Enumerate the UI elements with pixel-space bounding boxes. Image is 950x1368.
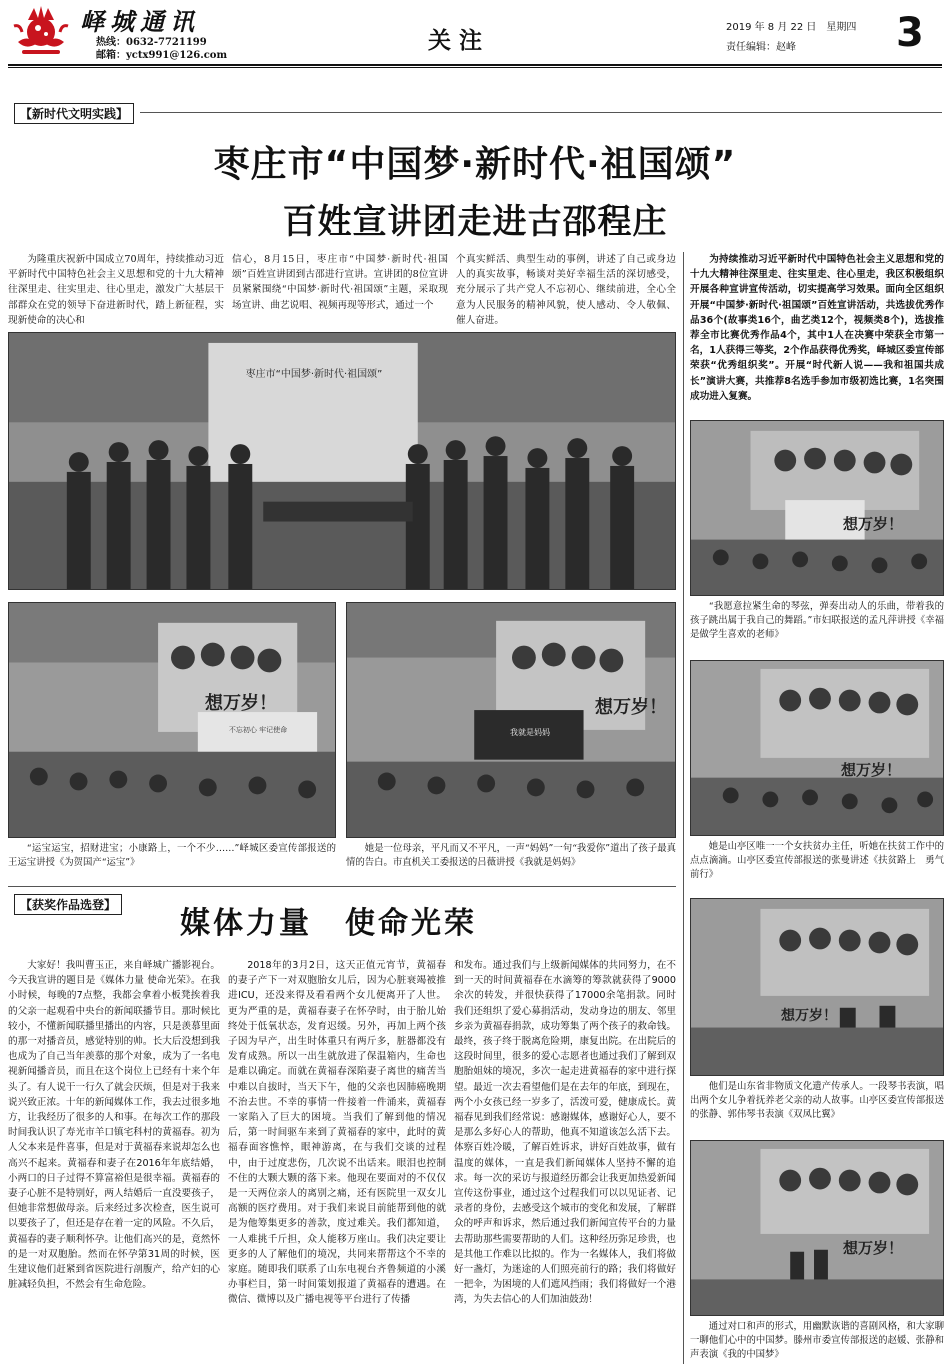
photo-right-2 xyxy=(690,660,944,836)
photo-wall-slogan-r1: 想万岁！ xyxy=(843,515,904,533)
story1-column-4: 为持续推动习近平新时代中国特色社会主义思想和党的十九大精神往深里走、往实里走、往心里走，我区积极组织开展各种宣讲宣传活动，切实提高学习效果。面向全区组织开展“中国梦·新时代·祖国颂”百姓宣讲活动，共选拔优秀作品36个(故事类16个，曲艺类12个，视频类8个)，选拔推荐全市比赛优秀作品4个，其中1人在决赛中荣获全市第一名，1人获得三等奖，2个作品获得优秀奖，峄城区委宣传部荣获“优秀组织奖”。开展“时代新人说——我和祖国共成长”演讲大赛，共推荐8名选手参加市级初选比赛，1名突围成功进入复赛。 xyxy=(690,254,944,402)
page-number: 3 xyxy=(896,10,924,56)
section-name: 关注 xyxy=(428,28,490,54)
photo-banner-text: 枣庄市“中国梦·新时代·祖国颂” xyxy=(245,369,383,380)
story2-column-1: 大家好！我叫曹玉正，来自峄城广播影视台。今天我宣讲的题目是《媒体力量 使命光荣》。在我小时候，每晚的7点整，我都会拿着小板凳挨着我的父亲一起观看中央台的新闻联播节目。那时候比较小，不懂新闻联播里播出的内容，只是羡慕里面的那一对播音员，感觉特别的帅。长大后没想到我也成为了自己当年羡慕的那个对象，成为了一名电视新闻播音员，而且在这个岗位上已经有十来个年头了。有人说干一行久了就会厌烦，但是对于我来说兴致正浓。十年的新闻媒体工作，我去过很多地方，让我经历了很多的人和事。在每次工作的那段时间我认识了寿光市羊口镇宅科村的黄福春。初为人父本来是件喜事，但是对于黄福春来说却怎么也高兴不起来。黄福春和妻子在2016年年底结婚，小两口的日子过得不算富裕但是很幸福。黄福春的妻子心脏不是特别好，两人结婚后一直没要孩子，但她非常想做母亲。后来经过多次检查，医生说可以要孩子了，但还是存在着一定的风险。不久后，黄福春的妻子顺利怀孕。让他们高兴的是，竟然怀的是一对双胞胎。然而在怀孕第31周的时候，医生建议他们赶紧到省医院进行剖腹产，给产妇的心脏减轻负担，不然会有生命危险。 xyxy=(8,960,220,1291)
photo-wall-slogan-1: 想万岁！ xyxy=(205,693,277,714)
hotline-number: 0632-7721199 xyxy=(126,37,207,48)
story2-top-rule xyxy=(8,886,676,887)
hotline xyxy=(96,36,207,49)
photo-screen-text-1: 不忘初心 牢记使命 xyxy=(228,726,288,734)
caption-right-3: 他们是山东省非物质文化遗产传承人。一段琴书表演，唱出两个女儿争着抚养老父亲的动人故事。山亭区委宣传部报送的张静、郭伟琴书表演《双凤比翼》 xyxy=(690,1081,944,1120)
issue-date: 2019 年 8 月 22 日 星期四 xyxy=(726,22,857,33)
story2-headline: 媒体力量 使命光荣 xyxy=(180,906,477,941)
email-label: 邮箱： xyxy=(96,50,126,61)
story2-column-2: 2018年的3月2日，这天正值元宵节，黄福春的妻子产下一对双胞胎女儿后，因为心脏衰竭被推进ICU，还没来得及看看两个女儿便离开了人世。更为严重的是，黄福春妻子在怀孕时，由于胎儿始终处于低氧状态，发育迟缓。另外，再加上两个孩子因为早产，出生时体重只有两斤多，脏器都没有发育成熟。所以一出生就放进了保温箱内，生命也是难以确定。而就在黄福春深陷妻子离世的痛苦当中难以自拔时，当天下午，他的父亲也因肺癌晚期不治去世。不幸的事情一件接着一件涌来，黄福春一家陷入了巨大的困境。当我们了解到他的情况后，第一时间驱车来到了黄福春的家中，此时的黄福春面容憔悴，眼神游离，在与我们交谈的过程中，由于过度悲伤，几次说不出话来。眼泪也控制不住的大颗大颗的落下来。他现在要面对的不仅仅是一天两位亲人的离别之痛，还有医院里一双女儿高额的医疗费用。对于我们来说目前能帮到他的就是为他筹集更多的善款，度过难关。我们都知道，一人难挑千斤担，众人能移万座山。我们决定要让更多的人了解他们的境况，共同来帮帮这个不幸的家庭。随即我们联系了山东电视台齐鲁频道的小溪办事栏目，第一时间策划报道了黄福春的遭遇。在微信、微博以及广播电视等平台进行了传播 xyxy=(228,960,446,1306)
photo-venue-left xyxy=(8,602,336,838)
headline-line-1: 枣庄市“中国梦·新时代·祖国颂” xyxy=(213,144,737,185)
photo-venue-mid xyxy=(346,602,676,838)
photo-right-4 xyxy=(690,1140,944,1316)
masthead-rule-thin xyxy=(8,67,942,68)
story2-tag: 【获奖作品选登】 xyxy=(14,894,122,915)
caption-right-2: 她是山亭区唯一一个女扶贫办主任，听她在扶贫工作中的点点滴滴。山亭区委宣传部报送的张曼讲述《扶贫路上 勇气前行》 xyxy=(690,841,944,880)
caption-right-1: “我愿意拉紧生命的琴弦，弹奏出动人的乐曲，带着我的孩子跳出属于我自己的舞蹈。”市妇联报送的孟凡萍讲授《幸福是做学生喜欢的老师》 xyxy=(690,601,944,640)
caption-left: “运宝运宝，招财进宝；小康路上，一个不少……”峄城区委宣传部报送的王运宝讲授《为贺国产“运宝”》 xyxy=(8,843,336,868)
story1-column-1: 为隆重庆祝新中国成立70周年，持续推动习近平新时代中国特色社会主义思想和党的十九大精神往深里走、往实里走、往心里走，激发广大基层干部群众在党的领导下奋进新时代，踏上新征程，实现新使命的决心和 xyxy=(8,254,224,326)
story1-tag-rule xyxy=(140,112,942,113)
caption-right-4: 通过对口和声的形式，用幽默诙谐的喜剧风格，和大家聊一聊他们心中的中国梦。滕州市委宣传部报送的赵媛、张静和声表演《我的中国梦》 xyxy=(690,1321,944,1360)
masthead-rule xyxy=(8,64,942,66)
photo-wall-slogan-r2: 想万岁！ xyxy=(841,761,902,779)
story2-column-3: 和发布。通过我们与上级新闻媒体的共同努力，在不到一天的时间黄福春在水滴筹的筹款就获得了9000余次的转发，并很快获得了17000余笔捐款。同时我们还组织了爱心募捐活动，发动身边的朋友、邻里乡亲为黄福春捐款，成功筹集了两个孩子的救命钱。最终，孩子终于脱离危险期，康复出院。在出院后的这段时间里，很多的爱心志愿者也通过我们了解到双胞胎姐妹的境况，多次一起走进黄福春的家中进行探望。最近一次去看望他们是在去年的年底，到现在，两个小女孩已经一岁多了，活泼可爱，健康成长。黄福春见到我们经常说：感谢媒体，感谢好心人，要不是那么多好心人的帮助，他真不知道该怎么活下去。体察百姓冷暖，了解百姓诉求，讲好百姓故事，做有温度的媒体，一直是我们新闻媒体人坚持不懈的追求。每一次的采访与报道经历都会让我更加热爱新闻宣传这份事业，通过这个过程我们可以以见证者、记录者的身份，去感受这个城市的变化和发展，了解群众的呼声和诉求，然后通过我们新闻宣传平台的力量去帮助那些需要帮助的人们。这种经历弥足珍贵，也是其他工作难以比拟的。作为一名媒体人，我们将做好一盏灯，为迷途的人们照亮前行的路；我们将做好一把伞，为困境的人们遮风挡雨；我们将做好一个港湾，为失去信心的人们加油鼓劲！ xyxy=(454,960,676,1306)
photo-screen-text-2: 我就是妈妈 xyxy=(510,728,550,737)
story1-column-3: 个真实鲜活、典型生动的事例，讲述了自己或身边人的真实故事，畅谈对美好幸福生活的深切感受，充分展示了共产党人不忘初心、继续前进，全心全意为人民服务的精神风貌，使人感动、令人敬佩、催人奋进。 xyxy=(456,254,676,326)
photo-right-1 xyxy=(690,420,944,596)
logo-mark xyxy=(8,4,74,64)
photo-wall-slogan-r3: 想万岁！ xyxy=(781,1008,837,1024)
column-divider xyxy=(683,252,684,1364)
email xyxy=(96,49,227,62)
group-photo xyxy=(8,332,676,590)
email-address: yctx991@126.com xyxy=(126,50,228,61)
photo-right-3 xyxy=(690,898,944,1076)
hotline-label: 热线： xyxy=(96,37,126,48)
story1-column-2: 信心，8月15日，枣庄市“中国梦·新时代·祖国颂”百姓宣讲团到古邵进行宣讲。宣讲团的8位宣讲员紧紧围绕“中国梦·新时代·祖国颂”主题，采取现场宣讲、曲艺说唱、视频再现等形式，通过一个 xyxy=(232,254,448,311)
headline-line-2: 百姓宣讲团走进古邵程庄 xyxy=(282,202,668,242)
photo-wall-slogan-r4: 想万岁！ xyxy=(843,1239,904,1257)
photo-wall-slogan-2: 想万岁！ xyxy=(595,697,667,718)
caption-mid: 她是一位母亲，平凡而又不平凡，一声“妈妈”一句“我爱你”道出了孩子最真情的告白。市直机关工委报送的吕薇讲授《我就是妈妈》 xyxy=(346,843,676,868)
masthead-name: 峄城通讯 xyxy=(80,7,200,36)
story1-tag: 【新时代文明实践】 xyxy=(14,103,134,124)
editor-line: 责任编辑：赵峰 xyxy=(726,42,796,53)
